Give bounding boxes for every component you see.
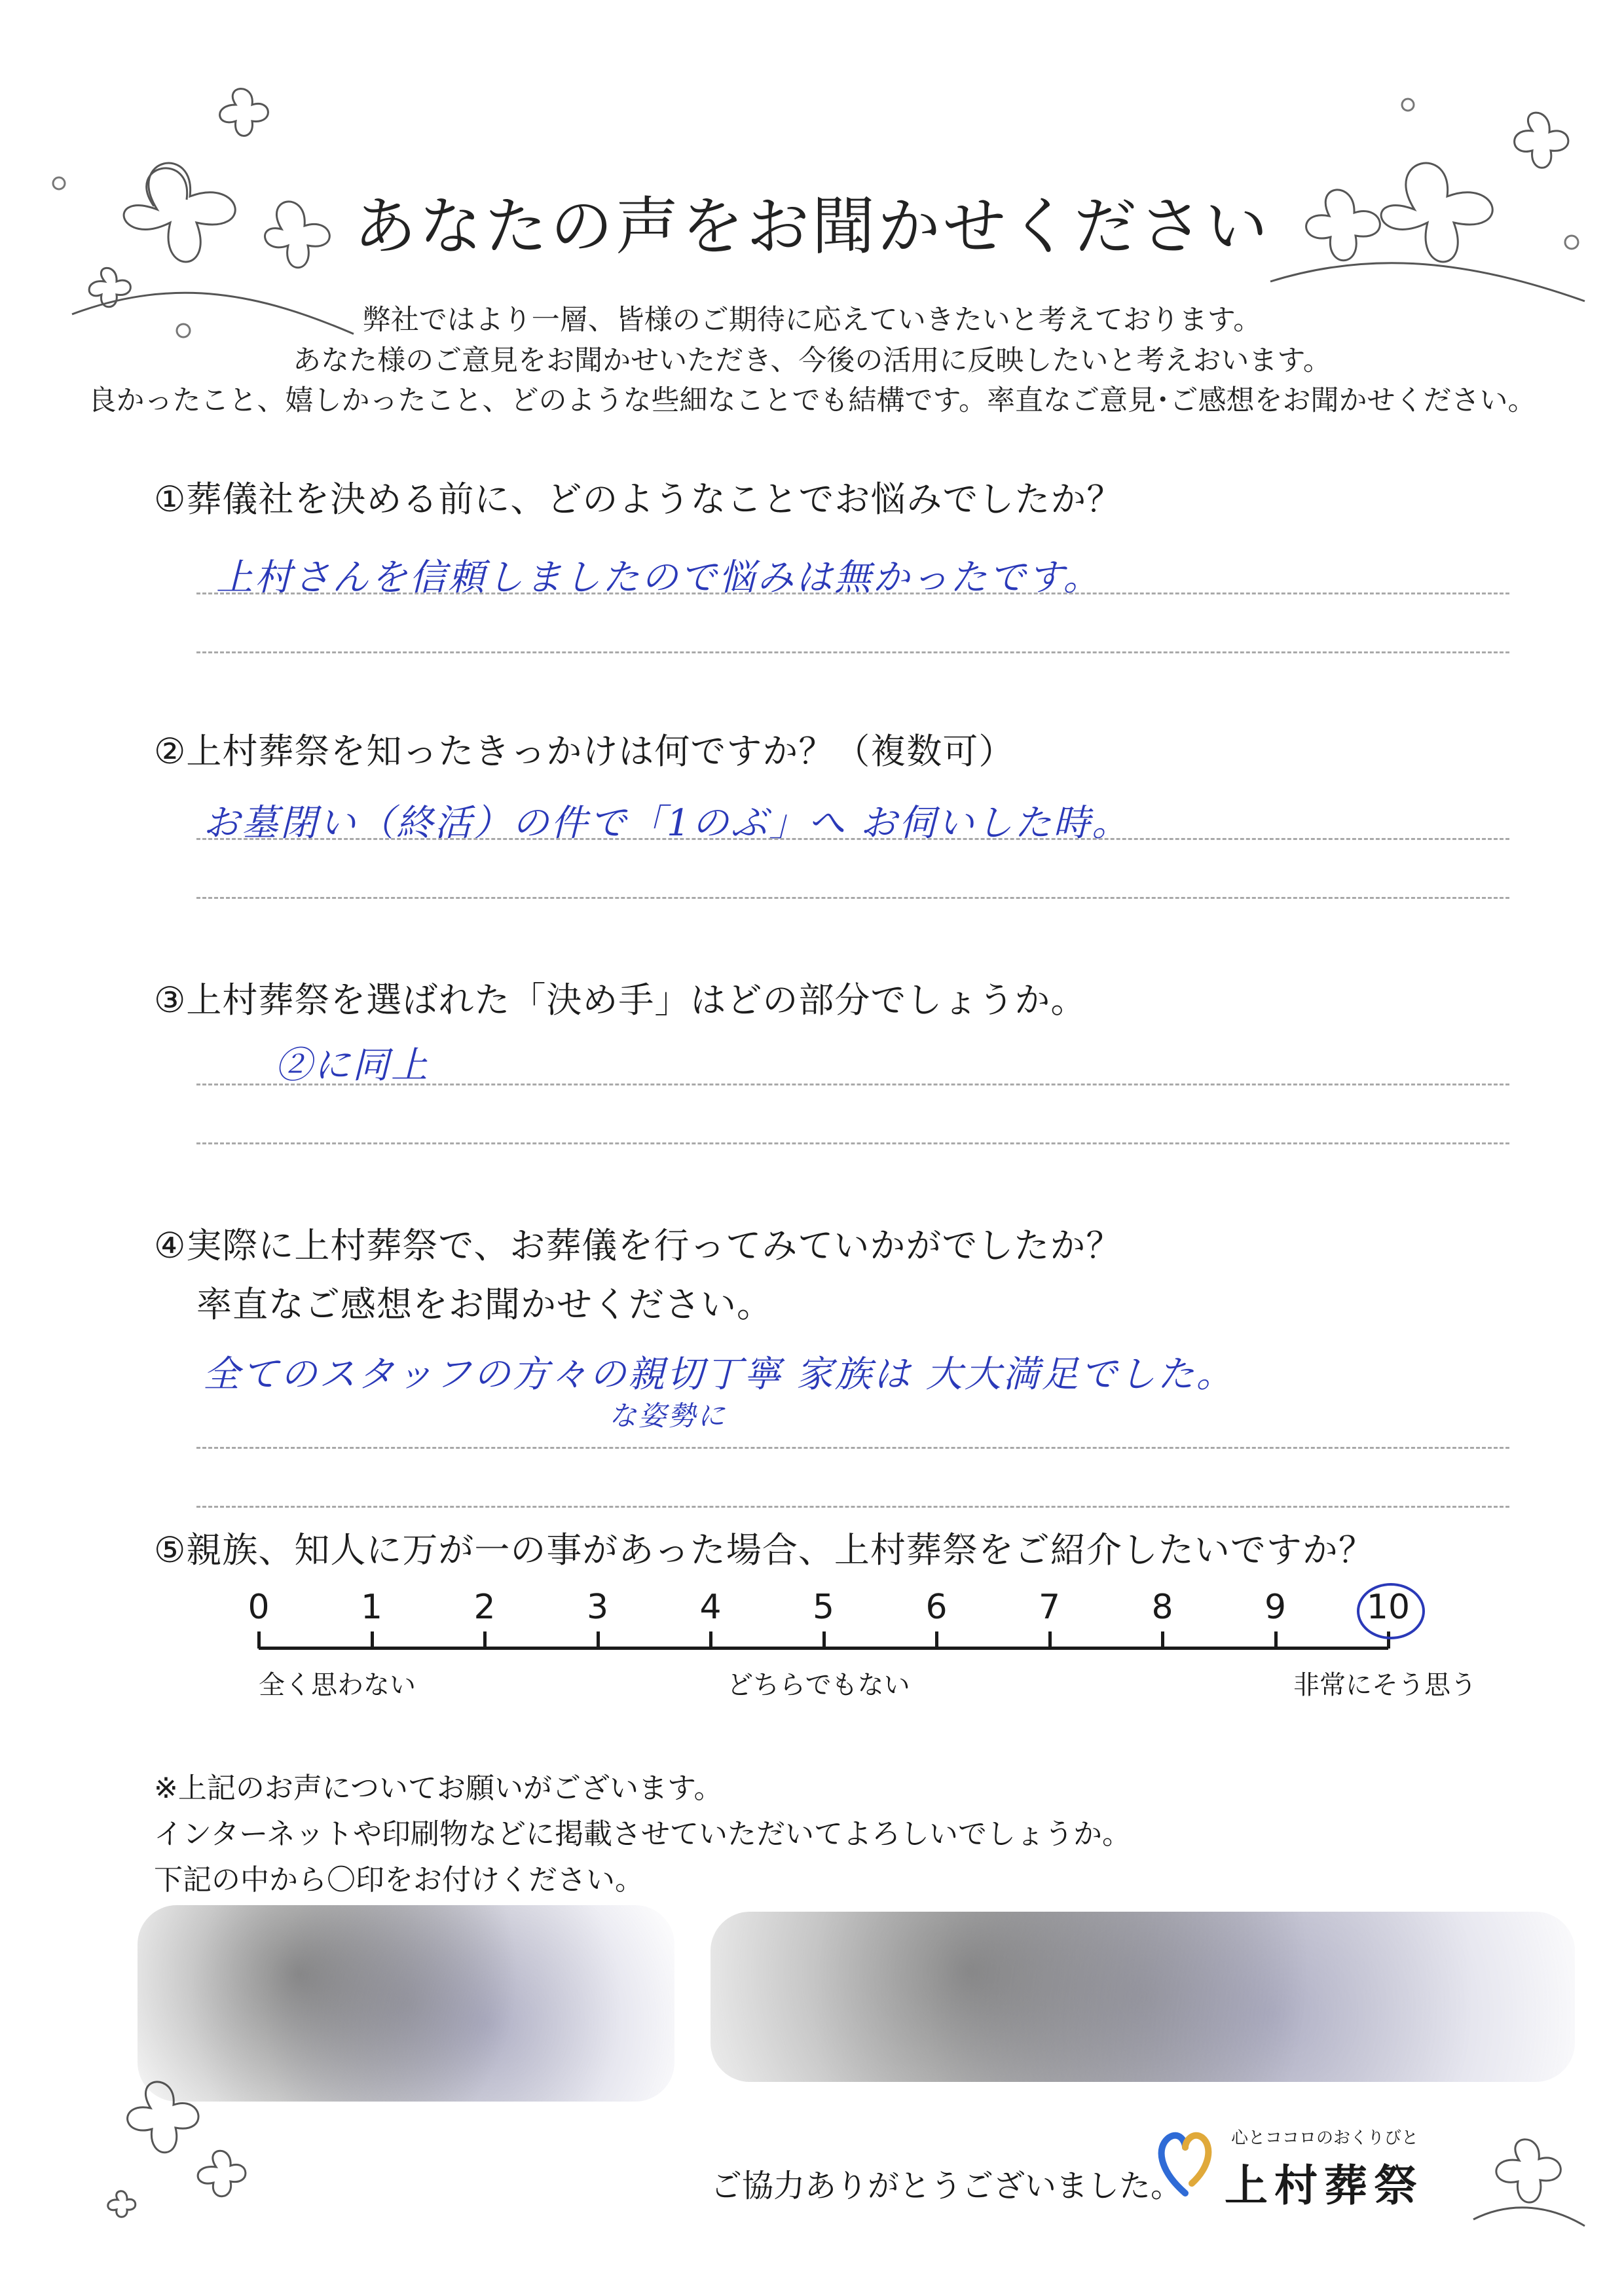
brand-tagline: 心とココロのおくりびと (1231, 2128, 1419, 2148)
intro-line-3: 良かったこと、嬉しかったこと、どのような些細なことでも結構です。率直なご意見･ご感想をお聞かせください。 (88, 384, 1536, 417)
redacted-area-left (138, 1905, 674, 2102)
scale-tick (371, 1631, 374, 1649)
intro-line-1: 弊社ではより一層、皆様のご期待に応えていきたいと考えております。 (362, 304, 1262, 337)
scale-number-3: 3 (586, 1588, 609, 1627)
scale-number-1: 1 (360, 1588, 383, 1627)
scale-tick (1274, 1631, 1278, 1649)
scale-number-6: 6 (925, 1588, 948, 1627)
intro-line-2: あなた様のご意見をお聞かせいただき、今後の活用に反映したいと考えおいます。 (293, 344, 1331, 377)
heart-logo-icon (1153, 2121, 1218, 2200)
scale-number-4: 4 (699, 1588, 722, 1627)
answer-1: 上村さんを信頼しましたので悩みは無かったです。 (216, 556, 1102, 599)
page-title: あなたの声をお聞かせください (354, 190, 1270, 263)
question-2: ②上村葬祭を知ったきっかけは何ですか？（複数可） (154, 731, 1015, 772)
question-1: ①葬儀社を決める前に、どのようなことでお悩みでしたか？ (154, 479, 1123, 520)
scale-tick (483, 1631, 487, 1649)
scale-label-low: 全く思わない (259, 1670, 416, 1700)
clover-decoration-bottom-right (1460, 2102, 1591, 2232)
answer-rule (196, 897, 1509, 899)
scale-label-high: 非常にそう思う (1293, 1670, 1477, 1700)
brand-logo-text: 上村葬祭 (1225, 2160, 1424, 2211)
scale-tick (935, 1631, 938, 1649)
scale-number-0: 0 (248, 1588, 270, 1627)
redacted-area-right (710, 1912, 1575, 2082)
scale-tick (709, 1631, 712, 1649)
scale-number-9: 9 (1264, 1588, 1287, 1627)
scale-number-5: 5 (812, 1588, 835, 1627)
answer-rule (196, 1447, 1509, 1449)
question-4-sub: 率直なご感想をお聞かせください。 (196, 1284, 773, 1325)
scale-tick (1161, 1631, 1164, 1649)
scale-number-10: 10 (1366, 1588, 1411, 1627)
scale-tick (257, 1631, 261, 1649)
selected-rating-circle (1357, 1583, 1425, 1639)
answer-rule (196, 651, 1509, 653)
note-line-2: インターネットや印刷物などに掲載させていただいてよろしいでしょうか。 (154, 1817, 1132, 1851)
answer-rule (196, 1084, 1509, 1085)
scale-number-7: 7 (1038, 1588, 1061, 1627)
scale-tick (822, 1631, 826, 1649)
note-line-1: ※上記のお声についてお願いがございます。 (154, 1772, 723, 1805)
note-line-3: 下記の中から〇印をお付けください。 (154, 1863, 644, 1897)
question-3: ③上村葬祭を選ばれた「決め手」はどの部分でしょうか。 (154, 979, 1087, 1021)
scale-number-8: 8 (1151, 1588, 1173, 1627)
answer-rule (196, 592, 1509, 594)
answer-rule (196, 1506, 1509, 1508)
answer-4: 全てのスタッフの方々の親切丁寧 家族は 大大満足でした。 (203, 1353, 1235, 1396)
scale-tick (597, 1631, 600, 1649)
question-5: ⑤親族、知人に万が一の事があった場合、上村葬祭をご紹介したいですか？ (154, 1529, 1375, 1571)
answer-rule (196, 838, 1509, 840)
answer-rule (196, 1142, 1509, 1144)
scale-number-2: 2 (473, 1588, 496, 1627)
answer-2: お墓閉い（終活）の件で「1のぶ」へ お伺いした時。 (203, 802, 1131, 845)
answer-4-insert: な姿勢に (609, 1400, 728, 1432)
answer-3: ②に同上 (275, 1044, 430, 1087)
thanks-message: ご協力ありがとうございました。 (710, 2168, 1183, 2204)
scale-tick (1048, 1631, 1052, 1649)
scale-label-mid: どちらでもない (727, 1670, 910, 1700)
question-4: ④実際に上村葬祭で、お葬儀を行ってみていかがでしたか？ (154, 1225, 1122, 1266)
